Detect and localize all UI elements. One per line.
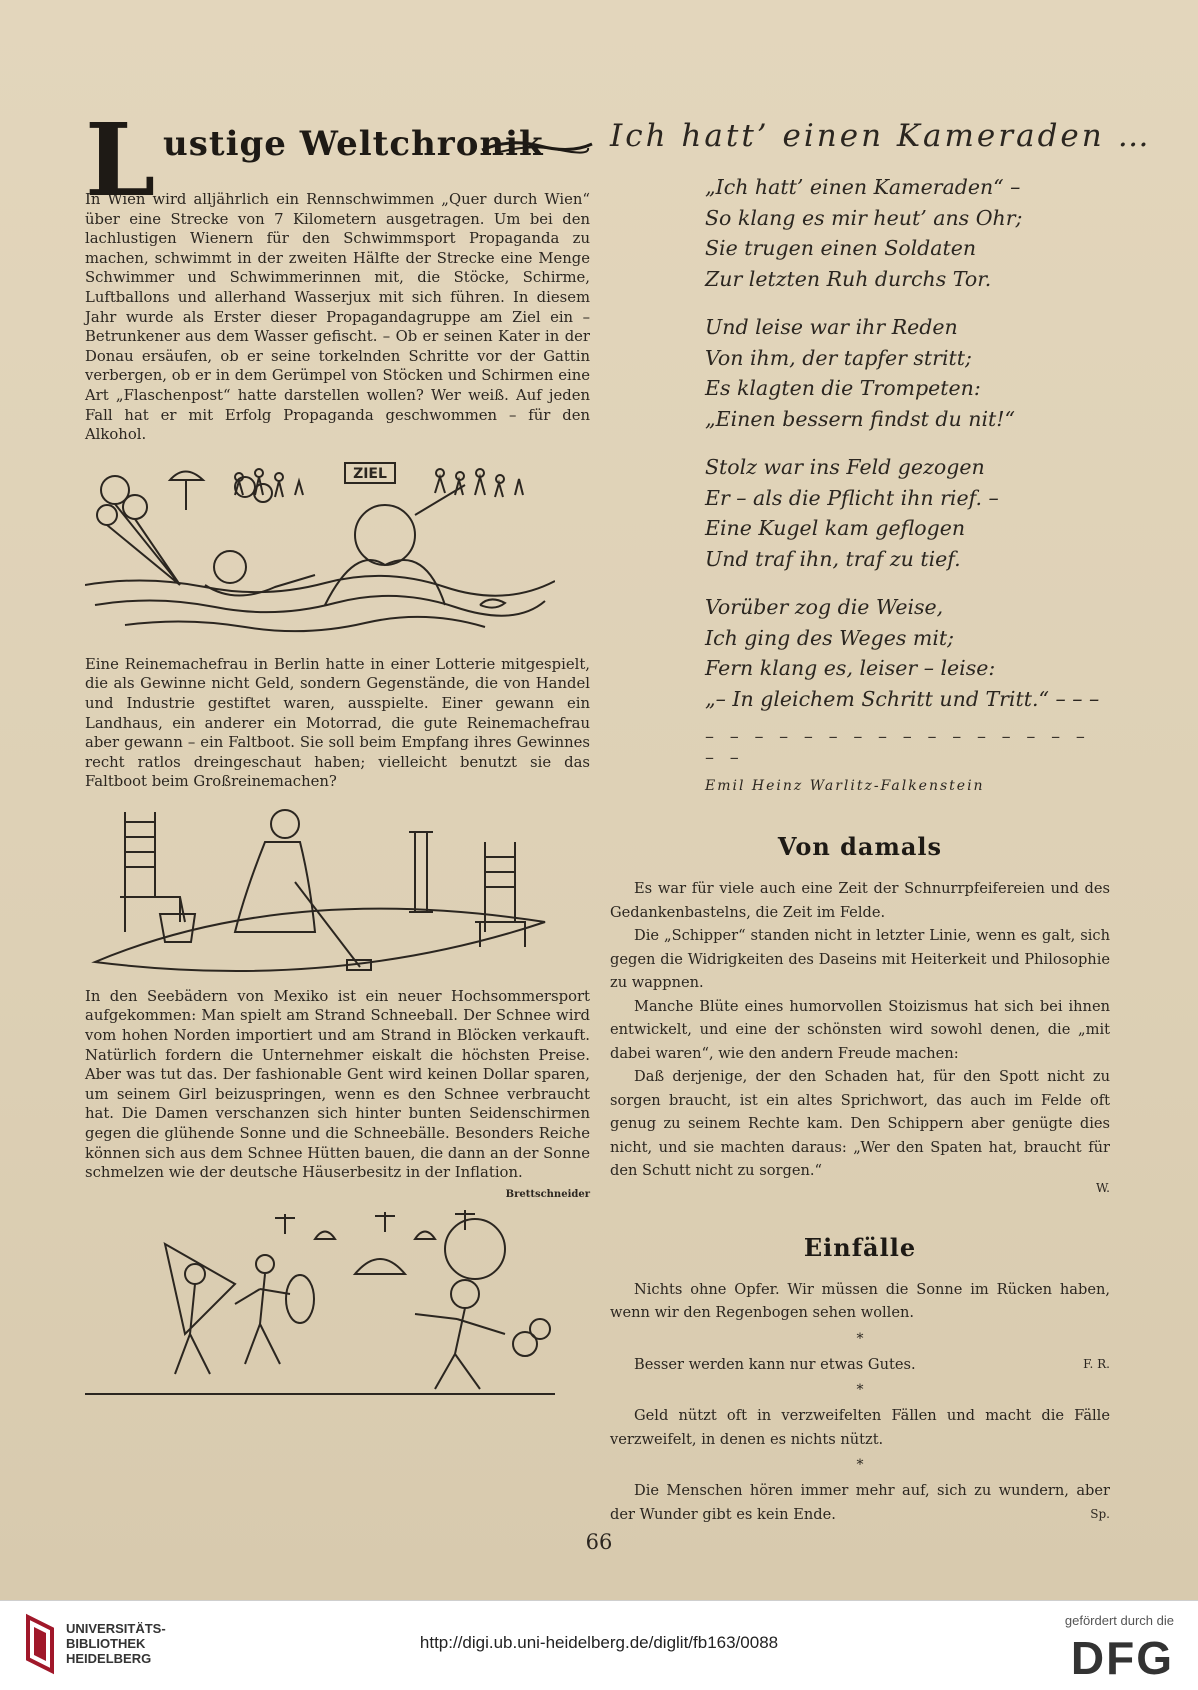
damals-paragraph: Daß derjenige, der den Schaden hat, für den Spott nicht zu sorgen braucht, ist ein altes Sprichwort, das auch im Felde oft genug zu seinem Rechte kam. Den Schippern aber genügte dies nicht, und sie machten daraus: „Wer den Spaten hat, braucht für den Schutt nicht zu sorgen.“ — [610, 1068, 1110, 1179]
damals-heading: Von damals — [777, 832, 943, 861]
poem-line: „– In gleichem Schritt und Tritt.“ – – – — [705, 686, 1100, 711]
separator-star: * — [856, 1382, 864, 1398]
faltboot-illustration — [85, 802, 590, 977]
mexiko-paragraph — [85, 987, 590, 1200]
swimmer-illustration — [85, 455, 590, 645]
poem-stanza-2 — [705, 312, 1110, 434]
ziel-sign: ZIEL — [353, 465, 387, 482]
poem-line: „Einen bessern findst du nit!“ — [705, 406, 1015, 431]
schneeball-illustration — [85, 1193, 590, 1400]
aphorism-signature: Sp. — [1090, 1506, 1110, 1521]
aphorism-text: Geld nützt oft in verzweifelten Fällen und macht die Fälle verzweifelt, in denen es nichts nützt. — [610, 1407, 1110, 1448]
left-column — [85, 101, 590, 1409]
aphorism — [610, 1278, 1110, 1325]
damals-paragraph: Manche Blüte eines humorvollen Stoizismus hat sich bei ihnen entwickelt, und eine der schönsten wird sowohl denen, die „mit dabei waren“, wie den andern Freude machen: — [610, 997, 1110, 1062]
poem-line: Stolz war ins Feld gezogen — [705, 455, 985, 479]
poem-line: So klang es mir heut’ ans Ohr; — [705, 205, 1023, 230]
reinemachefrau-paragraph: Eine Reinemachefrau in Berlin hatte in einer Lotterie mitgespielt, die als Gewinne nicht Geld, sondern Gegenstände, die von Handel und Industrie gestiftet waren, ausspielte. Einer gewann ein Landhaus, ein anderer ein Motorrad, die gute Reinemachefrau aber gewann – ein Faltboot. Sie soll beim Empfang ihres Gewinnes recht ratlos dreingeschaut haben; vielleicht benutzt sie das Faltboot beim Großreinemachen? — [85, 655, 590, 791]
library-name-line: HEIDELBERG — [66, 1651, 152, 1666]
title-drop-cap: L — [85, 101, 156, 219]
poem-line: Zur letzten Ruh durchs Tor. — [705, 266, 992, 291]
permalink-url[interactable]: http://digi.ub.uni-heidelberg.de/diglit/fb163/0088 — [419, 1633, 779, 1652]
aphorism-text: Nichts ohne Opfer. Wir müssen die Sonne im Rücken haben, wenn wir den Regenbogen sehen wollen. — [610, 1280, 1110, 1321]
einfaelle-heading: Einfälle — [803, 1232, 917, 1262]
poem-stanza-4 — [705, 592, 1110, 714]
mexiko-text: In den Seebädern von Mexiko ist ein neuer Hochsommersport aufgekommen: Man spielt am Strand Schneeball. Der Schnee wird vom hohen Norden importiert und am Strand in Blöcken verkauft. Natürlich fordern die Unternehmer eiskalt die höchsten Preise. Aber was tut das. Der fashionable Gent wird keinen Dollar sparen, um seinem Girl beizuspringen, wenn es den Schnee verbraucht hat. Die Damen verschanzen sich hinter bunten Seidenschirmen gegen die glühende Sonne und die Schneebälle. Besonders Reiche können sich aus dem Schnee Hütten bauen, die dann an der Sonne schmelzen wie der deutsche Häuserbesitz in der Inflation. — [85, 987, 590, 1182]
poem-line: Vorüber zog die Weise, — [705, 595, 944, 619]
damals-signature: W. — [1095, 1180, 1110, 1195]
poem-author: Emil Heinz Warlitz-Falkenstein — [705, 778, 985, 794]
chronik-title — [85, 101, 590, 219]
funded-by-label: gefördert durch die — [1064, 1613, 1174, 1628]
page-number: 66 — [585, 1530, 613, 1554]
wien-paragraph: In Wien wird alljährlich ein Rennschwimmen „Quer durch Wien“ über eine Strecke von 7 Kilometern ausgetragen. Um bei den lachlustigen Wienern für den Schwimmsport Propaganda zu machen, schwimmt in der zweiten Hälfte der Strecke eine Menge Schwimmer und Schwimmerinnen mit, die Stöcke, Schirme, Luftballons und allerhand Wasserjux mit sich führen. In diesem Jahr wurde als Erster dieser Propagandagruppe am Ziel ein – Betrunkener aus dem Wasser gefischt. – Ob er seinen Kater in der Donau ersäufen, ob er seine torkelnden Schritte vor der Gattin verbergen, ob er in dem Gerümpel von Stöcken und Schirmen eine Art „Flaschenpost“ hatte darstellen wollen? Wer weiß. Auf jeden Fall hat er mit Erfolg Propaganda geschwommen – für den Alkohol. — [85, 191, 590, 444]
poem-line: Und traf ihn, traf zu tief. — [705, 546, 961, 571]
poem-stanza-3 — [705, 452, 1110, 574]
title-text: ustige Weltchronik — [163, 124, 544, 164]
library-name-line: UNIVERSITÄTS- — [66, 1621, 166, 1636]
aphorism — [610, 1353, 1110, 1377]
aphorism-text: Besser werden kann nur etwas Gutes. — [634, 1355, 916, 1373]
poem-line: Eine Kugel kam geflogen — [705, 516, 966, 540]
aphorism — [610, 1479, 1110, 1526]
separator-star: * — [856, 1457, 864, 1473]
right-column — [610, 110, 1152, 1526]
poem-divider: – – – – – – – – – – – – – – – – – – — [705, 726, 1090, 768]
aphorism-signature: F. R. — [1083, 1356, 1110, 1371]
poem-line: Ich ging des Weges mit; — [705, 625, 955, 650]
damals-paragraph: Es war für viele auch eine Zeit der Schnurrpfeifereien und des Gedankenbastelns, die Zeit im Felde. — [610, 880, 1110, 921]
poem-line: Er – als die Pflicht ihn rief. – — [705, 485, 999, 510]
aphorism — [610, 1404, 1110, 1451]
illustrator-credit: Brettschneider — [505, 1188, 590, 1200]
damals-paragraph: Die „Schipper“ standen nicht in letzter Linie, wenn es galt, sich gegen die Widrigkeiten des Daseins mit Heiterkeit und Philosophie zu wappnen. — [610, 927, 1110, 991]
poem-line: Und leise war ihr Reden — [705, 315, 958, 339]
separator-star: * — [856, 1330, 864, 1347]
flourish-ornament-icon — [480, 136, 595, 156]
poem-line: Von ihm, der tapfer stritt; — [705, 345, 972, 370]
poem-line: Sie trugen einen Soldaten — [705, 236, 977, 260]
poem-stanza-1 — [705, 172, 1110, 294]
viewer-footer — [0, 1600, 1198, 1690]
dfg-logo: DFG — [1070, 1632, 1174, 1684]
poem-line: „Ich hatt’ einen Kameraden“ – — [705, 175, 1021, 199]
poem-title: Ich hatt’ einen Kameraden … — [610, 118, 1152, 154]
aphorism-text: Die Menschen hören immer mehr auf, sich zu wundern, aber der Wunder gibt es kein Ende. — [610, 1482, 1110, 1523]
poem-line: Fern klang es, leiser – leise: — [705, 656, 996, 680]
poem-line: Es klagten die Trompeten: — [705, 376, 981, 400]
library-name-line: BIBLIOTHEK — [66, 1636, 146, 1651]
